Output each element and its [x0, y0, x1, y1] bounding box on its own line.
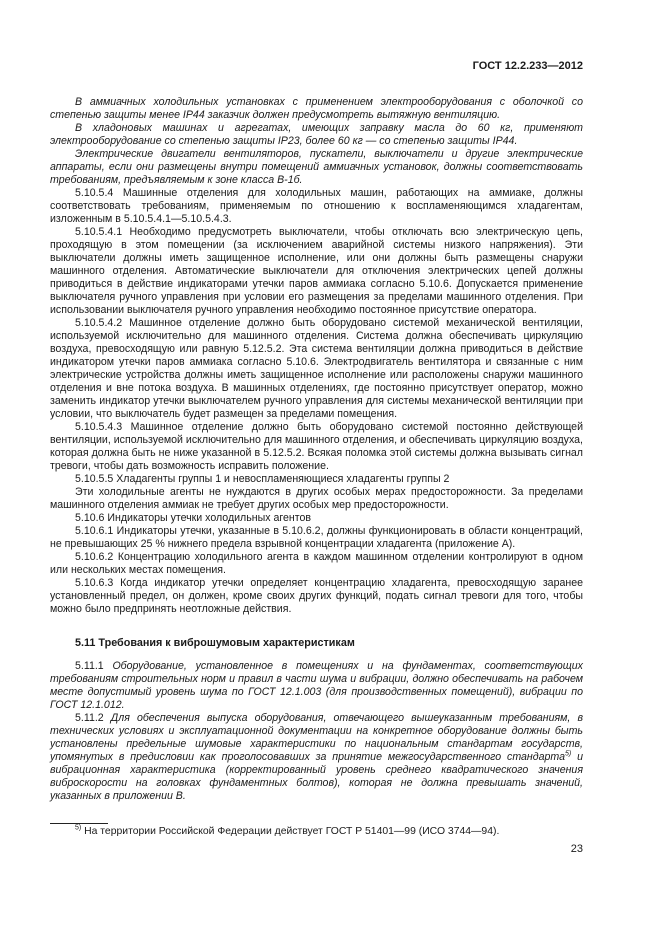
paragraph: [50, 577, 583, 616]
body-text-block: [50, 96, 583, 616]
paragraph: [50, 317, 583, 421]
paragraph: [50, 512, 583, 525]
paragraph: [50, 486, 583, 512]
paragraph-text: Когда индикатор утечки определяет концентрацию хладагента, превосходящую заранее установленный предел, он должен, кроме своих других функций, подать сигнал тревоги для того, чтобы можно было предпринять неотложные действия.: [50, 577, 583, 615]
clause-number: 5.10.5.4.3: [75, 421, 123, 433]
paragraph-text: Концентрацию холодильного агента в каждом машинном отделении контролируют в одном или нескольких местах помещения.: [50, 551, 583, 576]
clause-number: 5.10.5.5: [75, 473, 114, 485]
footnote: $^{5)}$ На территории Российской Федерации действует ГОСТ Р 51401—99 (ИСО 3744—94).: [75, 824, 500, 837]
paragraph-text: Машинные отделения для холодильных машин, работающих на аммиаке, должны соответствовать требованиям, применяемым по отношению к воспламеняющимся хладагентам, изложенным в 5.10.5.4.1—5.10.5.4.3.: [50, 187, 583, 225]
paragraph-text: Машинное отделение должно быть оборудовано системой постоянно действующей вентиляции, используемой исключительно для машинного отделения, и обеспечивать циркуляцию воздуха, которая должна быть не ниже указанной в 5.12.5.2. Всякая поломка этой системы должна вызывать сигнал тревоги, чтобы дать возможность исправить положение.: [50, 421, 583, 472]
clause-number: 5.10.6: [75, 512, 105, 524]
page-number: 23: [570, 843, 583, 855]
document-header: ГОСТ 12.2.233—2012: [472, 60, 583, 72]
clause-number: 5.10.5.4.1: [75, 226, 123, 238]
paragraph-text: Хладагенты группы 1 и невоспламеняющиеся хладагенты группы 2: [113, 473, 450, 485]
clause-number: 5.10.6.1: [75, 525, 114, 537]
paragraph: [50, 122, 583, 148]
paragraph: [50, 421, 583, 473]
paragraph: [50, 226, 583, 317]
paragraph: [50, 96, 583, 122]
paragraph-text: Эти холодильные агенты не нуждаются в других особых мерах предосторожности. За пределами машинного отделения аммиак не требует других особых мер предосторожности.: [50, 486, 583, 511]
paragraph: [50, 525, 583, 551]
paragraph: [50, 187, 583, 226]
section-5-11: [50, 637, 583, 803]
paragraph: [50, 473, 583, 486]
paragraph-text: Электрические двигатели вентиляторов, пускатели, выключатели и другие электрические аппараты, если они размещены внутри помещений аммиачных установок, должны соответствовать требованиям, предъявляемым к зоне класса В-1б.: [50, 148, 583, 186]
paragraph-text: Индикаторы утечки, указанные в 5.10.6.2, должны функционировать в области концентраций, не превышающих 25 % нижнего предела взрывной концентрации хладагента (приложение А).: [50, 525, 583, 550]
clause-number: 5.10.6.2: [75, 551, 114, 563]
paragraph-text: Необходимо предусмотреть выключатели, чтобы отключать всю электрическую цепь, проходящую в этом помещении (за исключением аварийной системы низкого напряжения). Эти выключатели должны иметь защищенное исполнение, или они должны быть размещены снаружи машинного отделения. Автоматические выключатели для отключения электрических цепей должны приводиться в действие индикаторами утечки паров аммиака согласно 5.10.6. Допускается применение выключателя ручного управления при условии его размещения за пределами машинного отделения. При использовании выключателя ручного управления необходимо постоянное присутствие оператора.: [50, 226, 583, 316]
footnote-ref: 5): [564, 750, 572, 758]
paragraph-5-11-2: 5.11.2 Для обеспечения выпуска оборудования, отвечающего вышеуказанным требованиям, в технических условиях и эксплуатационной документации на конкретное оборудование должны быть установлены предельные шумовые характеристики по национальным стандартам государств, упомянутых в предисловии как проголосовавших за принятие межгосударственного стандарта$^{5)}$ и вибрационная характеристика (корректированный уровень среднего квадратического значения виброскорости на головках фундаментных болтов), которая не должна превышать значений, указанных в приложении В.: [50, 712, 583, 802]
paragraph-text: Индикаторы утечки холодильных агентов: [104, 512, 311, 524]
paragraph-5-11-1: 5.11.1 Оборудование, установленное в помещениях и на фундаментах, соответствующих требованиям строительных норм и правил в части шума и вибрации, должно обеспечивать на рабочем месте допустимый уровень шума по ГОСТ 12.1.003 (для производственных помещений), вибрации по ГОСТ 12.1.012.: [50, 660, 583, 711]
paragraph: [50, 148, 583, 187]
clause-number: 5.10.5.4.2: [75, 317, 123, 329]
paragraph: [50, 551, 583, 577]
paragraph-text: В аммиачных холодильных установках с применением электрооборудования с оболочкой со степенью защиты менее IP44 заказчик должен предусмотреть вытяжную вентиляцию.: [50, 96, 583, 121]
paragraph-text: Машинное отделение должно быть оборудовано системой механической вентиляции, используемой исключительно для машинного отделения. Система должна обеспечивать циркуляцию воздуха, превосходящую или равную 5.12.5.2. Эта система вентиляции должна приводиться в действие индикатором утечки паров аммиака согласно 5.10.6. Электродвигатель вентилятора и связанные с ним электрические устройства должны иметь защищенное исполнение или расположены снаружи машинного отделения и вне потока воздуха. В машинных отделениях, где постоянно присутствует оператор, можно заменить индикатор утечки выключателем ручного управления для системы механической вентиляции при условии, что выключатель будет размещен за пределами помещения.: [50, 317, 583, 420]
paragraph-text: В хладоновых машинах и агрегатах, имеющих заправку масла до 60 кг, применяют электрооборудование со степенью защиты IP23, более 60 кг — со степенью защиты IP44.: [50, 122, 583, 147]
section-heading: 5.11 Требования к виброшумовым характеристикам: [75, 637, 355, 649]
clause-number: 5.10.5.4: [75, 187, 114, 199]
clause-number: 5.10.6.3: [75, 577, 114, 589]
